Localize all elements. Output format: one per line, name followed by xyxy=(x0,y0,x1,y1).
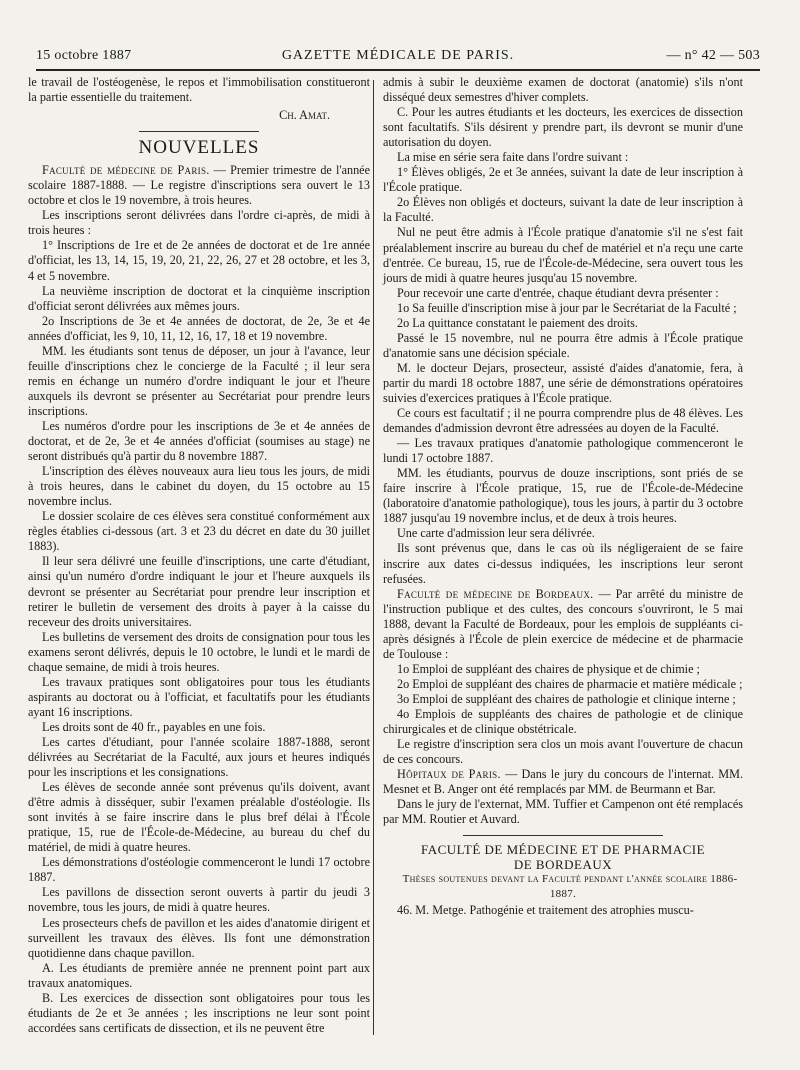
paragraph-text: La mise en série sera faite dans l'ordre suivant : xyxy=(397,150,629,165)
paragraph xyxy=(383,105,743,150)
paragraph xyxy=(383,526,743,541)
paragraph xyxy=(28,961,370,991)
paragraph xyxy=(28,720,370,735)
paragraph-text: 4o Emplois de suppléants des chaires de pathologie et de clinique chirurgicales et de clinique obstétricale. xyxy=(383,706,743,737)
paragraph xyxy=(383,692,743,707)
paragraph xyxy=(28,735,370,780)
paragraph-text: Dans le jury de l'externat, MM. Tuffier et Campenon ont été remplacés par MM. Routier et Auvard. xyxy=(383,797,743,827)
paragraph-text: 1o Emploi de suppléant des chaires de physique et de chimie ; xyxy=(397,661,700,676)
section-title: NOUVELLES xyxy=(138,137,260,159)
paragraph-text: — Premier trimestre de l'année scolaire 1887-1888. — Le registre d'inscriptions sera ouvert le 13 octobre et clos le 19 novembre, à trois heures. xyxy=(28,163,370,208)
paragraph-text: — Les travaux pratiques d'anatomie pathologique commenceront le lundi 17 octobre 1887. xyxy=(383,436,743,466)
paragraph-text: MM. les étudiants, pourvus de douze inscriptions, sont priés de se faire inscrire à l'École pratique, 15, rue de l'École-de-Médecine (laboratoire d'anatomie pathologique), tous les jours, à partir du 3 octobre 1887 jusqu'au 19 novembre inclus, et de deux à trois heures. xyxy=(383,466,743,526)
paragraph-text: M. le docteur Dejars, prosecteur, assisté d'aides d'anatomie, fera, à partir du mardi 18 octobre 1887, une série de démonstrations opératoires suivies d'exercices pratiques à l'École pratique. xyxy=(383,360,743,405)
paragraph-text: Les pavillons de dissection seront ouverts à partir du jeudi 3 novembre, tous les jours, de midi à quatre heures. xyxy=(28,885,370,915)
paragraph xyxy=(28,675,370,720)
page-number: — n° 42 — 503 xyxy=(666,48,760,63)
paragraph xyxy=(383,587,743,662)
paragraph xyxy=(28,780,370,855)
paragraph-text: Pour recevoir une carte d'entrée, chaque étudiant devra présenter : xyxy=(397,285,719,300)
paragraph xyxy=(383,150,743,165)
paragraph-text: B. Les exercices de dissection sont obligatoires pour tous les étudiants de 2e et 3e années ; les inscriptions ne leur sont point accordées sans certificats de dissection, et ils ne peuvent être xyxy=(28,990,370,1035)
paragraph-text: 1° Élèves obligés, 2e et 3e années, suivant la date de leur inscription à l'École pratique. xyxy=(383,165,743,195)
paragraph-text: 2o Inscriptions de 3e et 4e années de doctorat, de 2e, 3e et 4e années d'officiat, les 9, 10, 11, 12, 16, 17, 18 et 19 novembre. xyxy=(28,313,370,343)
paragraph xyxy=(383,677,743,692)
paragraph-text: Les démonstrations d'ostéologie commenceront le lundi 17 octobre 1887. xyxy=(28,855,370,885)
right-column xyxy=(383,75,743,918)
paragraph-lead: Hôpitaux de Paris. xyxy=(397,767,501,782)
paragraph xyxy=(383,767,743,797)
paragraph xyxy=(28,509,370,554)
closing-rule xyxy=(463,835,663,836)
paragraph xyxy=(383,406,743,436)
paragraph xyxy=(383,361,743,406)
paragraph-text: Les cartes d'étudiant, pour l'année scolaire 1887-1888, seront délivrées au Secrétariat de la Faculté, aux jours et heures indiqués pour les inscriptions et les consignations. xyxy=(28,734,370,780)
paragraph-text: Il leur sera délivré une feuille d'inscriptions, une carte d'étudiant, ainsi qu'un numéro d'ordre indiquant le jour et l'heure auxquels ils devront se présenter au Secrétariat pour prendre leur inscription et retirer le bulletin de versement des droits à payer à la caisse du receveur des droits universitaires. xyxy=(28,554,370,629)
left-paragraphs xyxy=(28,163,370,1036)
paragraph-lead: Faculté de médecine de Bordeaux. xyxy=(397,586,594,601)
article-signature: Ch. Amat. xyxy=(279,108,330,123)
paragraph xyxy=(383,286,743,301)
article-ending: le travail de l'ostéogenèse, le repos et l'immobilisation constitueront la partie essentielle du traitement. xyxy=(28,75,370,105)
paragraph-lead: Faculté de médecine de Paris. xyxy=(42,163,210,178)
paragraph-text: 1° Inscriptions de 1re et de 2e années de doctorat et de 1re année d'officiat, les 13, 14, 15, 19, 20, 21, 22, 26, 27 et 28 octobre, et les 3, 4 et 5 novembre. xyxy=(28,238,370,283)
paragraph-text: Le dossier scolaire de ces élèves sera constitué conformément aux règles établies ci-dessous (art. 3 et 23 du décret en date du 30 juillet 1883). xyxy=(28,509,370,554)
paragraph-text: Les élèves de seconde année sont prévenus qu'ils doivent, avant d'être admis à disséquer, subir l'examen préalable d'ostéologie. Ils sont invités à se faire inscrire dans le plus bref délai à l'École pratique, 15, rue de l'École-de-Médecine, au bureau du chef du matériel, de midi à quatre heures. xyxy=(28,780,370,855)
paragraph xyxy=(28,284,370,314)
paragraph xyxy=(383,331,743,361)
paragraph xyxy=(28,419,370,464)
paragraph-text: 2o Emploi de suppléant des chaires de pharmacie et matière médicale ; xyxy=(397,676,743,691)
paragraph xyxy=(28,238,370,283)
paragraph xyxy=(383,707,743,737)
paragraph xyxy=(28,916,370,961)
paragraph xyxy=(28,208,370,238)
paragraph-text: 3o Emploi de suppléant des chaires de pathologie et clinique interne ; xyxy=(397,691,736,706)
paragraph xyxy=(28,344,370,419)
paragraph xyxy=(383,165,743,195)
paragraph-text: Les numéros d'ordre pour les inscriptions de 3e et 4e années de doctorat, et de 2e, 3e et 4e années d'officiat (soumises au stage) ne seront distribués qu'à partir du 8 novembre 1887. xyxy=(28,418,370,464)
paragraph-text: Une carte d'admission leur sera délivrée. xyxy=(397,526,595,541)
right-paragraphs xyxy=(383,75,743,827)
paragraph xyxy=(383,797,743,827)
paragraph-text: — Dans le jury du concours de l'internat. MM. Mesnet et B. Anger ont été remplacés par MM. de Beurmann et Bar. xyxy=(383,767,743,797)
paragraph xyxy=(28,885,370,915)
paragraph-text: MM. les étudiants sont tenus de déposer, un jour à l'avance, leur feuille d'inscriptions chez le concierge de la Faculté ; il leur sera remis en échange un numéro d'ordre indiquant le jour et l'heure auxquels ils devront se présenter au Secrétariat pour prendre leurs inscriptions. xyxy=(28,343,370,418)
closing-heading xyxy=(383,842,743,872)
paragraph xyxy=(383,225,743,285)
paragraph xyxy=(28,314,370,344)
paragraph xyxy=(28,464,370,509)
paragraph-text: 1o Sa feuille d'inscription mise à jour par le Secrétariat de la Faculté ; xyxy=(397,300,737,315)
paragraph-text: C. Pour les autres étudiants et les docteurs, les exercices de dissection sont facultatifs. S'ils désirent y prendre part, ils devront se munir d'une autorisation du doyen. xyxy=(383,105,743,150)
paragraph-text: admis à subir le deuxième examen de doctorat (anatomie) s'ils n'ont disséqué deux semestres d'hiver complets. xyxy=(383,75,743,105)
section-rule xyxy=(139,131,259,132)
paragraph xyxy=(383,301,743,316)
closing-entry: 46. M. Metge. Pathogénie et traitement des atrophies muscu- xyxy=(397,902,694,917)
paragraph xyxy=(28,163,370,208)
paragraph xyxy=(383,466,743,526)
paragraph-text: La neuvième inscription de doctorat et la cinquième inscription d'officiat seront délivrées aux mêmes jours. xyxy=(28,283,370,313)
paragraph-text: Les travaux pratiques sont obligatoires pour tous les étudiants aspirants au doctorat ou à l'officiat, et facultatifs pour les étudiants ayant 16 inscriptions. xyxy=(28,674,370,719)
paragraph xyxy=(28,630,370,675)
paragraph xyxy=(383,436,743,466)
paragraph-text: — Par arrêté du ministre de l'instruction publique et des cultes, des concours s'ouvriront, le 5 mai 1888, devant la Faculté de Bordeaux, pour les emplois de suppléants ci-après désignés à l'École de plein exercice de médecine et de pharmacie de Toulouse : xyxy=(383,586,743,661)
closing-subheading: Thèses soutenues devant la Faculté pendant l'année scolaire 1886-1887. xyxy=(402,873,738,901)
paragraph xyxy=(383,662,743,677)
paragraph-text: L'inscription des élèves nouveaux aura lieu tous les jours, de midi à trois heures, dans le cabinet du doyen, du 15 octobre au 15 novembre inclus. xyxy=(28,464,370,509)
closing-heading-line: DE BORDEAUX xyxy=(513,857,613,873)
paragraph-text: Nul ne peut être admis à l'École pratique d'anatomie s'il ne s'est fait préalablement inscrire au bureau du chef de matériel et n'a reçu une carte d'entrée. Ce bureau, 15, rue de l'École-de-Médecine, sera ouvert tous les jours de midi à quatre heures jusqu'au 15 novembre. xyxy=(383,225,743,285)
paragraph xyxy=(383,75,743,105)
paragraph-text: Les inscriptions seront délivrées dans l'ordre ci-après, de midi à trois heures : xyxy=(28,208,370,238)
paragraph xyxy=(383,737,743,767)
journal-title: GAZETTE MÉDICALE DE PARIS. xyxy=(281,48,515,63)
paragraph-text: Ils sont prévenus que, dans le cas où ils négligeraient de se faire inscrire aux dates ci-dessus indiquées, les inscriptions leur seront refusées. xyxy=(383,541,743,586)
paragraph xyxy=(28,855,370,885)
column-divider xyxy=(373,80,374,1035)
paragraph-text: Le registre d'inscription sera clos un mois avant l'ouverture de chacun de ces concours. xyxy=(383,737,743,767)
paragraph-text: Les prosecteurs chefs de pavillon et les aides d'anatomie dirigent et surveillent les travaux des élèves. Ils font une démonstration quotidienne dans chaque pavillon. xyxy=(28,915,370,960)
paragraph-text: Passé le 15 novembre, nul ne pourra être admis à l'École pratique d'anatomie sans une décision spéciale. xyxy=(383,330,743,360)
paragraph-text: 2o La quittance constatant le paiement des droits. xyxy=(397,315,638,330)
paragraph-text: A. Les étudiants de première année ne prennent point part aux travaux anatomiques. xyxy=(28,960,370,990)
paragraph-text: Les droits sont de 40 fr., payables en une fois. xyxy=(42,719,266,734)
left-column xyxy=(28,75,370,1036)
paragraph xyxy=(383,541,743,586)
header-rule xyxy=(36,69,760,71)
paragraph-text: Ce cours est facultatif ; il ne pourra comprendre plus de 48 élèves. Les demandes d'admission devront être adressées au doyen de la Faculté. xyxy=(383,406,743,436)
paragraph-text: Les bulletins de versement des droits de consignation pour tous les examens seront délivrés, depuis le 10 octobre, le lundi et le mardi de chaque semaine, de midi à trois heures. xyxy=(28,629,370,674)
paragraph-text: 2o Élèves non obligés et docteurs, suivant la date de leur inscription à la Faculté. xyxy=(383,195,743,225)
paragraph xyxy=(28,554,370,629)
paragraph xyxy=(383,195,743,225)
closing-heading-line: FACULTÉ DE MÉDECINE ET DE PHARMACIE xyxy=(420,842,706,858)
paragraph xyxy=(383,316,743,331)
paragraph xyxy=(28,991,370,1036)
issue-date: 15 octobre 1887 xyxy=(36,48,132,63)
